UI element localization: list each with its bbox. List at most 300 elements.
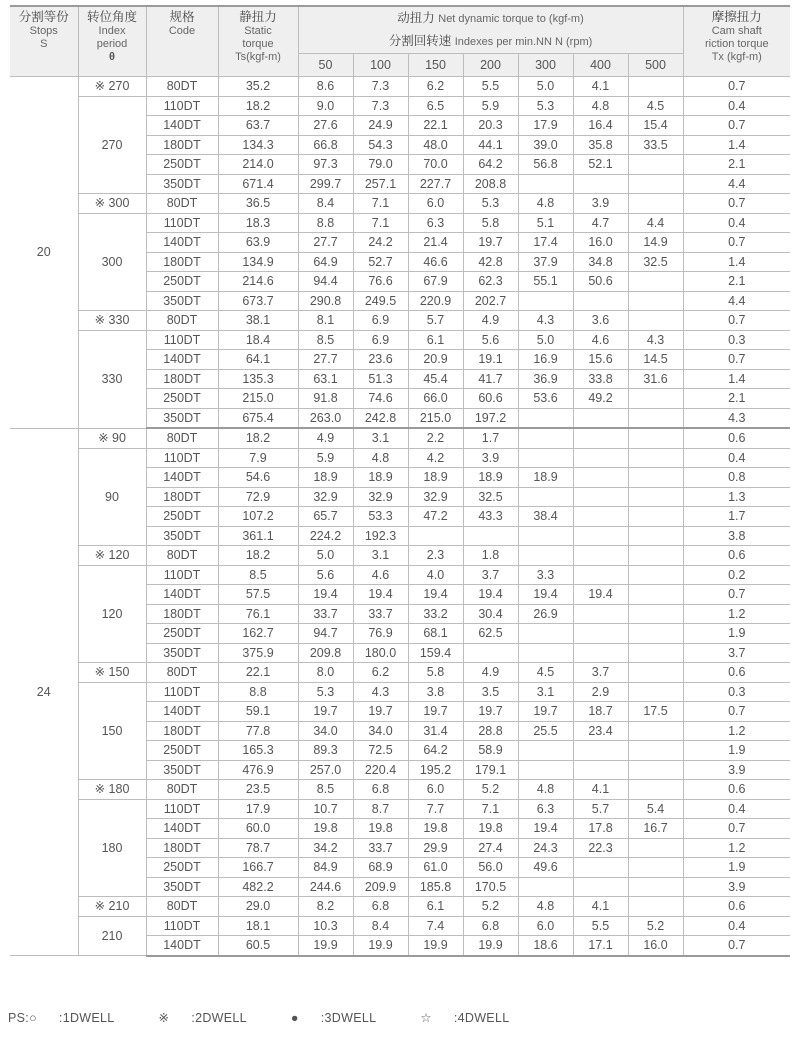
index-period-cell: ※ 180	[78, 780, 146, 800]
dynamic-torque-cell: 20.3	[463, 116, 518, 136]
dynamic-torque-cell: 32.5	[628, 252, 683, 272]
dynamic-torque-cell: 30.4	[463, 604, 518, 624]
friction-torque-cell: 3.9	[683, 877, 790, 897]
friction-torque-cell: 3.9	[683, 760, 790, 780]
friction-torque-cell: 0.7	[683, 194, 790, 214]
dynamic-torque-cell: 4.4	[628, 213, 683, 233]
dynamic-torque-cell: 34.8	[573, 252, 628, 272]
dynamic-torque-cell: 46.6	[408, 252, 463, 272]
dynamic-torque-cell	[628, 408, 683, 428]
friction-torque-cell: 0.7	[683, 936, 790, 956]
friction-torque-cell: 1.7	[683, 507, 790, 527]
dynamic-torque-cell: 5.6	[463, 330, 518, 350]
dynamic-torque-cell: 5.0	[518, 77, 573, 97]
dynamic-torque-cell: 4.9	[463, 311, 518, 331]
static-torque-cell: 18.4	[218, 330, 298, 350]
friction-torque-cell: 0.6	[683, 428, 790, 448]
dynamic-torque-cell: 5.1	[518, 213, 573, 233]
dynamic-torque-cell: 3.5	[463, 682, 518, 702]
static-torque-cell: 23.5	[218, 780, 298, 800]
code-cell: 80DT	[146, 780, 218, 800]
dynamic-torque-cell: 5.2	[463, 897, 518, 917]
dynamic-torque-cell	[518, 174, 573, 194]
friction-torque-cell: 0.7	[683, 116, 790, 136]
dynamic-torque-cell: 4.3	[628, 330, 683, 350]
friction-torque-cell: 1.4	[683, 135, 790, 155]
dynamic-torque-cell: 195.2	[408, 760, 463, 780]
dynamic-torque-cell: 61.0	[408, 858, 463, 878]
static-torque-cell: 76.1	[218, 604, 298, 624]
static-torque-cell: 671.4	[218, 174, 298, 194]
dynamic-torque-cell: 91.8	[298, 389, 353, 409]
dynamic-torque-cell: 8.5	[298, 780, 353, 800]
dynamic-torque-cell: 4.6	[573, 330, 628, 350]
table-row	[10, 897, 790, 917]
dynamic-torque-cell: 19.4	[573, 585, 628, 605]
dynamic-torque-cell	[628, 291, 683, 311]
dynamic-torque-cell: 10.3	[298, 916, 353, 936]
code-cell: 110DT	[146, 213, 218, 233]
dynamic-torque-cell	[628, 194, 683, 214]
friction-torque-cell: 1.4	[683, 252, 790, 272]
dynamic-torque-cell	[518, 448, 573, 468]
friction-torque-cell: 0.3	[683, 330, 790, 350]
dynamic-torque-cell: 19.1	[463, 350, 518, 370]
dynamic-torque-cell	[628, 897, 683, 917]
dynamic-torque-cell: 18.9	[518, 468, 573, 488]
dynamic-torque-cell: 244.6	[298, 877, 353, 897]
dynamic-torque-cell: 33.7	[298, 604, 353, 624]
dynamic-torque-cell: 17.4	[518, 233, 573, 253]
asterisk-mark-icon: ※	[158, 1011, 170, 1025]
dynamic-torque-cell	[463, 643, 518, 663]
dynamic-torque-cell: 8.2	[298, 897, 353, 917]
filled-circle-icon: ●	[290, 1011, 299, 1025]
index-period-cell: ※ 90	[78, 428, 146, 448]
header-stops: 分割等份 Stops S	[10, 6, 78, 77]
code-cell: 140DT	[146, 233, 218, 253]
dynamic-torque-cell: 79.0	[353, 155, 408, 175]
dynamic-torque-cell: 89.3	[298, 741, 353, 761]
dynamic-torque-cell: 27.7	[298, 233, 353, 253]
dynamic-torque-cell: 94.7	[298, 624, 353, 644]
dynamic-torque-cell: 159.4	[408, 643, 463, 663]
dynamic-torque-cell: 34.2	[298, 838, 353, 858]
friction-torque-cell: 0.7	[683, 311, 790, 331]
dynamic-torque-cell	[628, 682, 683, 702]
dynamic-torque-cell: 19.4	[408, 585, 463, 605]
dynamic-torque-cell: 5.3	[463, 194, 518, 214]
dynamic-torque-cell: 19.9	[408, 936, 463, 956]
dynamic-torque-cell: 19.4	[518, 585, 573, 605]
dynamic-torque-cell: 185.8	[408, 877, 463, 897]
static-torque-cell: 29.0	[218, 897, 298, 917]
dynamic-torque-cell: 48.0	[408, 135, 463, 155]
dynamic-torque-cell: 8.4	[353, 916, 408, 936]
dynamic-torque-cell: 7.3	[353, 77, 408, 97]
static-torque-cell: 36.5	[218, 194, 298, 214]
dynamic-torque-cell	[628, 546, 683, 566]
friction-torque-cell: 0.7	[683, 585, 790, 605]
dynamic-torque-cell: 220.9	[408, 291, 463, 311]
table-header	[10, 6, 790, 77]
friction-torque-cell: 0.6	[683, 546, 790, 566]
friction-torque-cell: 0.4	[683, 916, 790, 936]
friction-torque-cell: 0.7	[683, 702, 790, 722]
dynamic-torque-cell	[573, 858, 628, 878]
index-period-cell: ※ 270	[78, 77, 146, 97]
dynamic-torque-cell: 180.0	[353, 643, 408, 663]
header-rpm-100: 100	[353, 54, 408, 77]
header-static-torque: 静扭力 Static torque Ts(kgf-m)	[218, 6, 298, 77]
code-cell: 180DT	[146, 604, 218, 624]
dynamic-torque-cell	[628, 468, 683, 488]
dynamic-torque-cell	[628, 174, 683, 194]
code-cell: 110DT	[146, 916, 218, 936]
dynamic-torque-cell: 22.1	[408, 116, 463, 136]
dynamic-torque-cell: 68.9	[353, 858, 408, 878]
static-torque-cell: 64.1	[218, 350, 298, 370]
dynamic-torque-cell: 19.4	[463, 585, 518, 605]
header-dynamic-torque: 动扭力 Net dynamic torque to (kgf-m) 分割回转速 Indexes per min.NN N (rpm)	[298, 6, 683, 54]
dynamic-torque-cell	[628, 526, 683, 546]
code-cell: 350DT	[146, 877, 218, 897]
code-cell: 80DT	[146, 663, 218, 683]
dynamic-torque-cell: 28.8	[463, 721, 518, 741]
friction-torque-cell: 0.4	[683, 213, 790, 233]
dynamic-torque-cell: 5.3	[298, 682, 353, 702]
dynamic-torque-cell: 45.4	[408, 369, 463, 389]
dynamic-torque-cell: 50.6	[573, 272, 628, 292]
dynamic-torque-cell: 52.7	[353, 252, 408, 272]
dynamic-torque-cell: 42.8	[463, 252, 518, 272]
code-cell: 180DT	[146, 487, 218, 507]
dynamic-torque-cell	[573, 291, 628, 311]
friction-torque-cell: 0.4	[683, 448, 790, 468]
dynamic-torque-cell: 32.9	[353, 487, 408, 507]
code-cell: 180DT	[146, 135, 218, 155]
friction-torque-cell: 2.1	[683, 389, 790, 409]
dynamic-torque-cell: 224.2	[298, 526, 353, 546]
dynamic-torque-cell	[573, 741, 628, 761]
code-cell: 140DT	[146, 585, 218, 605]
dynamic-torque-cell	[628, 77, 683, 97]
code-cell: 350DT	[146, 291, 218, 311]
friction-torque-cell: 2.1	[683, 272, 790, 292]
code-cell: 80DT	[146, 546, 218, 566]
friction-torque-cell: 0.8	[683, 468, 790, 488]
dynamic-torque-cell: 41.7	[463, 369, 518, 389]
dynamic-torque-cell: 263.0	[298, 408, 353, 428]
header-index-period: 转位角度 Index period θ	[78, 6, 146, 77]
header-rpm-500: 500	[628, 54, 683, 77]
dynamic-torque-cell: 76.9	[353, 624, 408, 644]
dynamic-torque-cell: 31.4	[408, 721, 463, 741]
friction-torque-cell: 4.4	[683, 174, 790, 194]
code-cell: 250DT	[146, 858, 218, 878]
index-period-cell: 180	[78, 799, 146, 897]
dynamic-torque-cell: 32.9	[408, 487, 463, 507]
dynamic-torque-cell: 2.3	[408, 546, 463, 566]
dynamic-torque-cell: 3.8	[408, 682, 463, 702]
dynamic-torque-cell: 5.5	[463, 77, 518, 97]
dynamic-torque-cell: 38.4	[518, 507, 573, 527]
dynamic-torque-cell: 5.2	[463, 780, 518, 800]
static-torque-cell: 22.1	[218, 663, 298, 683]
static-torque-cell: 54.6	[218, 468, 298, 488]
dynamic-torque-cell: 5.9	[463, 96, 518, 116]
dynamic-torque-cell: 16.0	[573, 233, 628, 253]
dynamic-torque-cell	[573, 526, 628, 546]
dynamic-torque-cell	[573, 760, 628, 780]
dynamic-torque-cell: 8.6	[298, 77, 353, 97]
code-cell: 250DT	[146, 507, 218, 527]
dynamic-torque-cell: 6.8	[353, 780, 408, 800]
dynamic-torque-cell: 19.7	[298, 702, 353, 722]
dynamic-torque-cell: 64.2	[463, 155, 518, 175]
dynamic-torque-cell: 2.9	[573, 682, 628, 702]
dynamic-torque-cell: 19.8	[463, 819, 518, 839]
static-torque-cell: 59.1	[218, 702, 298, 722]
dynamic-torque-cell: 7.4	[408, 916, 463, 936]
static-torque-cell: 18.2	[218, 96, 298, 116]
dynamic-torque-cell	[628, 487, 683, 507]
dynamic-torque-cell	[628, 565, 683, 585]
dynamic-torque-cell: 6.8	[353, 897, 408, 917]
dynamic-torque-cell: 6.5	[408, 96, 463, 116]
dynamic-torque-cell: 58.9	[463, 741, 518, 761]
dynamic-torque-cell	[628, 721, 683, 741]
dynamic-torque-cell: 5.5	[573, 916, 628, 936]
dynamic-torque-cell: 215.0	[408, 408, 463, 428]
dynamic-torque-cell	[573, 643, 628, 663]
dynamic-torque-cell	[518, 760, 573, 780]
dynamic-torque-cell: 36.9	[518, 369, 573, 389]
table-row	[10, 780, 790, 800]
torque-table	[10, 5, 790, 957]
dynamic-torque-cell: 5.0	[298, 546, 353, 566]
dynamic-torque-cell	[628, 272, 683, 292]
static-torque-cell: 361.1	[218, 526, 298, 546]
header-friction-torque: 摩擦扭力 Cam shaft riction torque Tx (kgf-m)	[683, 6, 790, 77]
table-row	[10, 448, 790, 468]
dynamic-torque-cell	[628, 448, 683, 468]
dynamic-torque-cell: 202.7	[463, 291, 518, 311]
dynamic-torque-cell: 4.8	[573, 96, 628, 116]
dynamic-torque-cell: 56.0	[463, 858, 518, 878]
dynamic-torque-cell	[463, 526, 518, 546]
dynamic-torque-cell: 63.1	[298, 369, 353, 389]
dynamic-torque-cell: 4.9	[463, 663, 518, 683]
static-torque-cell: 476.9	[218, 760, 298, 780]
table-row	[10, 428, 790, 448]
dynamic-torque-cell: 10.7	[298, 799, 353, 819]
static-torque-cell: 165.3	[218, 741, 298, 761]
dynamic-torque-cell: 37.9	[518, 252, 573, 272]
header-code: 规格 Code	[146, 6, 218, 77]
dynamic-torque-cell: 33.5	[628, 135, 683, 155]
dynamic-torque-cell: 5.3	[518, 96, 573, 116]
dynamic-torque-cell: 54.3	[353, 135, 408, 155]
code-cell: 180DT	[146, 252, 218, 272]
dynamic-torque-cell	[518, 428, 573, 448]
dynamic-torque-cell: 24.3	[518, 838, 573, 858]
dynamic-torque-cell	[628, 780, 683, 800]
dynamic-torque-cell	[573, 546, 628, 566]
dynamic-torque-cell	[573, 877, 628, 897]
dynamic-torque-cell	[518, 526, 573, 546]
friction-torque-cell: 1.2	[683, 604, 790, 624]
dynamic-torque-cell	[518, 643, 573, 663]
dynamic-torque-cell: 29.9	[408, 838, 463, 858]
friction-torque-cell: 1.9	[683, 624, 790, 644]
code-cell: 250DT	[146, 741, 218, 761]
dynamic-torque-cell: 19.4	[518, 819, 573, 839]
legend-item-4dwell: ☆ :4DWELL	[420, 1011, 510, 1025]
legend-item-1dwell: ○ :1DWELL	[29, 1011, 115, 1025]
code-cell: 140DT	[146, 468, 218, 488]
dynamic-torque-cell: 290.8	[298, 291, 353, 311]
code-cell: 80DT	[146, 311, 218, 331]
dynamic-torque-cell: 192.3	[353, 526, 408, 546]
table-row	[10, 311, 790, 331]
dynamic-torque-cell: 5.7	[408, 311, 463, 331]
index-period-cell: 90	[78, 448, 146, 546]
dynamic-torque-cell: 19.4	[298, 585, 353, 605]
dynamic-torque-cell: 3.9	[463, 448, 518, 468]
friction-torque-cell: 4.3	[683, 408, 790, 428]
dynamic-torque-cell: 21.4	[408, 233, 463, 253]
friction-torque-cell: 1.9	[683, 858, 790, 878]
dynamic-torque-cell: 170.5	[463, 877, 518, 897]
dynamic-torque-cell: 220.4	[353, 760, 408, 780]
dynamic-torque-cell	[573, 428, 628, 448]
dynamic-torque-cell: 53.6	[518, 389, 573, 409]
star-icon: ☆	[420, 1011, 432, 1025]
dynamic-torque-cell: 4.0	[408, 565, 463, 585]
dynamic-torque-cell: 209.8	[298, 643, 353, 663]
dynamic-torque-cell: 24.2	[353, 233, 408, 253]
dynamic-torque-cell: 34.0	[353, 721, 408, 741]
dynamic-torque-cell	[518, 291, 573, 311]
static-torque-cell: 78.7	[218, 838, 298, 858]
dynamic-torque-cell: 19.7	[463, 702, 518, 722]
static-torque-cell: 72.9	[218, 487, 298, 507]
dynamic-torque-cell: 16.4	[573, 116, 628, 136]
dynamic-torque-cell: 43.3	[463, 507, 518, 527]
dynamic-torque-cell	[628, 428, 683, 448]
static-torque-cell: 673.7	[218, 291, 298, 311]
legend-item-2dwell: ※ :2DWELL	[158, 1011, 247, 1025]
dynamic-torque-cell: 19.8	[353, 819, 408, 839]
dynamic-torque-cell: 4.8	[353, 448, 408, 468]
friction-torque-cell: 1.2	[683, 838, 790, 858]
code-cell: 80DT	[146, 194, 218, 214]
table-row	[10, 77, 790, 97]
header-rpm-400: 400	[573, 54, 628, 77]
friction-torque-cell: 1.9	[683, 741, 790, 761]
dynamic-torque-cell	[573, 507, 628, 527]
header-rpm-150: 150	[408, 54, 463, 77]
dynamic-torque-cell	[628, 838, 683, 858]
dynamic-torque-cell: 6.0	[408, 780, 463, 800]
dynamic-torque-cell: 7.1	[353, 194, 408, 214]
static-torque-cell: 134.9	[218, 252, 298, 272]
dynamic-torque-cell: 8.4	[298, 194, 353, 214]
dynamic-torque-cell: 72.5	[353, 741, 408, 761]
table-row	[10, 330, 790, 350]
dynamic-torque-cell: 76.6	[353, 272, 408, 292]
table-row	[10, 546, 790, 566]
friction-torque-cell: 3.8	[683, 526, 790, 546]
dynamic-torque-cell: 4.8	[518, 780, 573, 800]
code-cell: 110DT	[146, 799, 218, 819]
code-cell: 140DT	[146, 819, 218, 839]
dynamic-torque-cell: 4.3	[353, 682, 408, 702]
dynamic-torque-cell: 27.6	[298, 116, 353, 136]
friction-torque-cell: 1.3	[683, 487, 790, 507]
static-torque-cell: 135.3	[218, 369, 298, 389]
dynamic-torque-cell	[573, 565, 628, 585]
dynamic-torque-cell	[573, 624, 628, 644]
dynamic-torque-cell	[628, 663, 683, 683]
static-torque-cell: 214.6	[218, 272, 298, 292]
hollow-circle-icon: ○	[29, 1011, 37, 1025]
static-torque-cell: 18.2	[218, 428, 298, 448]
dynamic-torque-cell: 8.1	[298, 311, 353, 331]
code-cell: 80DT	[146, 77, 218, 97]
dynamic-torque-cell	[628, 155, 683, 175]
dynamic-torque-cell: 4.6	[353, 565, 408, 585]
dynamic-torque-cell: 6.9	[353, 330, 408, 350]
index-period-cell: 300	[78, 213, 146, 311]
dynamic-torque-cell: 6.8	[463, 916, 518, 936]
dynamic-torque-cell: 62.3	[463, 272, 518, 292]
code-cell: 250DT	[146, 272, 218, 292]
dynamic-torque-cell: 94.4	[298, 272, 353, 292]
dynamic-torque-cell: 8.7	[353, 799, 408, 819]
dynamic-torque-cell: 49.2	[573, 389, 628, 409]
dynamic-torque-cell: 65.7	[298, 507, 353, 527]
dynamic-torque-cell: 23.6	[353, 350, 408, 370]
dynamic-torque-cell: 39.0	[518, 135, 573, 155]
header-rpm-200: 200	[463, 54, 518, 77]
dynamic-torque-cell: 4.3	[518, 311, 573, 331]
static-torque-cell: 214.0	[218, 155, 298, 175]
code-cell: 350DT	[146, 760, 218, 780]
dynamic-torque-cell: 5.9	[298, 448, 353, 468]
dynamic-torque-cell: 5.6	[298, 565, 353, 585]
dynamic-torque-cell	[628, 858, 683, 878]
dynamic-torque-cell: 242.8	[353, 408, 408, 428]
dynamic-torque-cell: 4.1	[573, 780, 628, 800]
dynamic-torque-cell: 8.0	[298, 663, 353, 683]
code-cell: 180DT	[146, 838, 218, 858]
code-cell: 140DT	[146, 936, 218, 956]
dynamic-torque-cell: 6.9	[353, 311, 408, 331]
dynamic-torque-cell: 55.1	[518, 272, 573, 292]
static-torque-cell: 38.1	[218, 311, 298, 331]
dynamic-torque-cell: 53.3	[353, 507, 408, 527]
dynamic-torque-cell	[408, 526, 463, 546]
dynamic-torque-cell: 6.1	[408, 330, 463, 350]
dynamic-torque-cell: 5.8	[408, 663, 463, 683]
code-cell: 180DT	[146, 369, 218, 389]
table-body	[10, 77, 790, 956]
dynamic-torque-cell: 19.9	[298, 936, 353, 956]
dynamic-torque-cell: 9.0	[298, 96, 353, 116]
dynamic-torque-cell: 19.8	[408, 819, 463, 839]
